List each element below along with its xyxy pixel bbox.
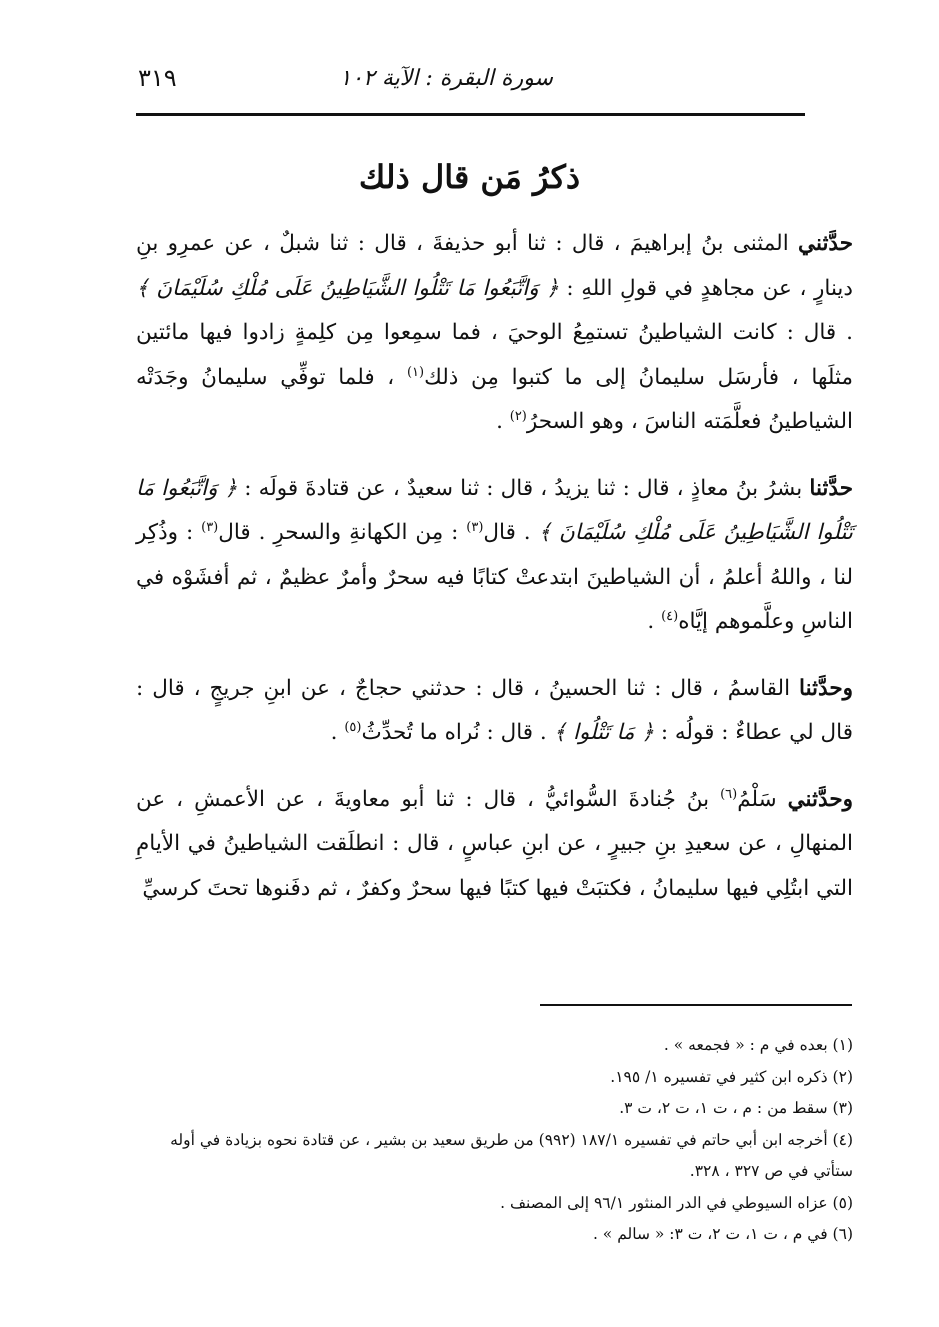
quran-quote: ﴿ مَا تَتْلُوا ﴾ xyxy=(553,720,654,745)
header-title: سورة البقرة : الآية ١٠٢ xyxy=(339,66,553,91)
text-segment: : وذُكِر لنا ، واللهُ أعلمُ ، أن الشياطينَ ابتدعتْ كتابًا فيه سحرٌ وأمرٌ عظيمٌ ، ثم أفشَوْه في الناسِ وعلَّموهم إيَّاه xyxy=(136,520,853,634)
text-segment: بشرُ بنُ معاذٍ ، قال : ثنا يزيدُ ، قال : ثنا سعيدٌ ، عن قتادةَ قولَه : xyxy=(237,475,810,501)
paragraph-4 xyxy=(136,778,853,912)
text-segment: . xyxy=(647,609,662,634)
text-segment: . xyxy=(330,720,345,745)
footnotes xyxy=(136,1030,853,1251)
narrator-opening: وحدَّثنا xyxy=(799,675,853,701)
page-number: ٣١٩ xyxy=(138,64,177,92)
text-segment: . قال : نُراه ما تُحدِّثُ xyxy=(361,720,554,745)
footnote-ref[interactable]: (١) xyxy=(406,364,425,380)
text-segment: . xyxy=(496,409,510,434)
text-segment: : مِن الكهانةِ والسحرِ . قال xyxy=(218,520,467,545)
header-rule xyxy=(136,113,805,116)
text-segment: بنُ جُنادةَ السُّوائيُّ ، قال : ثنا أبو معاويةَ ، عن الأعمشِ ، عن المنهالِ ، عن سعيدِ بنِ جبيرٍ ، عن ابنِ عباسٍ ، قال : انطلَقت الشياطينُ في الأيامِ التي ابتُلِي فيها سليمانُ ، فكتبَتْ فيها كتبًا فيها سحرٌ وكفرٌ ، ثم دفَنوها تحتَ كرسيِّ xyxy=(136,786,853,901)
text-segment: . قال : كانت الشياطينُ تستمِعُ الوحيَ ، فما سمِعوا مِن كلِمةٍ زادوا فيها مائتين مثلَها ، فأرسَل سليمانُ إلى ما كتبوا مِن ذلك xyxy=(136,320,853,390)
footnote-ref[interactable]: (٣) xyxy=(201,519,219,535)
main-text xyxy=(136,222,853,911)
footnote-4: (٤) أخرجه ابن أبي حاتم في تفسيره ١٨٧/١ (٩٩٢) من طريق سعيد بن بشير ، عن قتادة نحوه بزيادة في أوله ستأتي في ص ٣٢٧ ، ٣٢٨. xyxy=(170,1130,853,1180)
text-segment: سَلْمُ xyxy=(737,786,788,812)
quran-quote: ﴿ وَاتَّبَعُوا مَا تَتْلُوا الشَّيَاطِينُ عَلَى مُلْكِ سُلَيْمَانَ ﴾ xyxy=(136,475,853,545)
text-segment: ، فلما توفِّي سليمانُ وجَدَتْه الشياطينُ فعلَّمَته الناسَ ، وهو السحرُ xyxy=(136,364,853,434)
footnote-ref[interactable]: (٣) xyxy=(466,519,484,535)
text-segment: القاسمُ ، قال : ثنا الحسينُ ، قال : حدثني حجاجٌ ، عن ابنِ جريجٍ ، قال : قال لي عطاءٌ : قولُه : xyxy=(136,675,853,745)
paragraph-2 xyxy=(136,467,853,645)
footnote-6: (٦) في م ، ت ١، ت ٢، ت ٣: « سالم » . xyxy=(592,1225,853,1243)
text-segment: . قال xyxy=(483,520,539,545)
narrator-opening: حدَّثني xyxy=(798,231,853,256)
running-header xyxy=(138,58,803,106)
footnote-3: (٣) سقط من : م ، ت ١، ت ٢، ت ٣. xyxy=(619,1099,853,1117)
narrator-opening: وحدَّثني xyxy=(787,786,853,812)
footnote-1: (١) بعده في م : « فجمعه » . xyxy=(663,1036,853,1054)
paragraph-3 xyxy=(136,667,853,756)
footnote-divider xyxy=(540,1004,852,1006)
paragraph-1 xyxy=(136,222,853,445)
footnote-2: (٢) ذكره ابن كثير في تفسيره ١/ ١٩٥. xyxy=(610,1067,853,1086)
footnote-ref[interactable]: (٢) xyxy=(509,408,527,424)
footnote-ref[interactable]: (٤) xyxy=(661,608,679,624)
footnote-ref[interactable]: (٥) xyxy=(344,719,362,735)
footnote-5: (٥) عزاه السيوطي في الدر المنثور ٩٦/١ إلى المصنف . xyxy=(500,1193,853,1212)
section-title: ذكرُ مَن قال ذلك xyxy=(358,158,581,196)
quran-quote: ﴿ وَاتَّبَعُوا مَا تَتْلُوا الشَّيَاطِينُ عَلَى مُلْكِ سُلَيْمَانَ ﴾ xyxy=(136,275,559,301)
text-segment: المثنى بنُ إبراهيمَ ، قال : ثنا أبو حذيفةَ ، قال : ثنا شبلٌ ، عن عمرِو بنِ دينارٍ ، عن مجاهدٍ في قولِ اللهِ : xyxy=(136,231,853,301)
footnote-ref[interactable]: (٦) xyxy=(720,786,738,802)
narrator-opening: حدَّثنا xyxy=(809,475,853,501)
